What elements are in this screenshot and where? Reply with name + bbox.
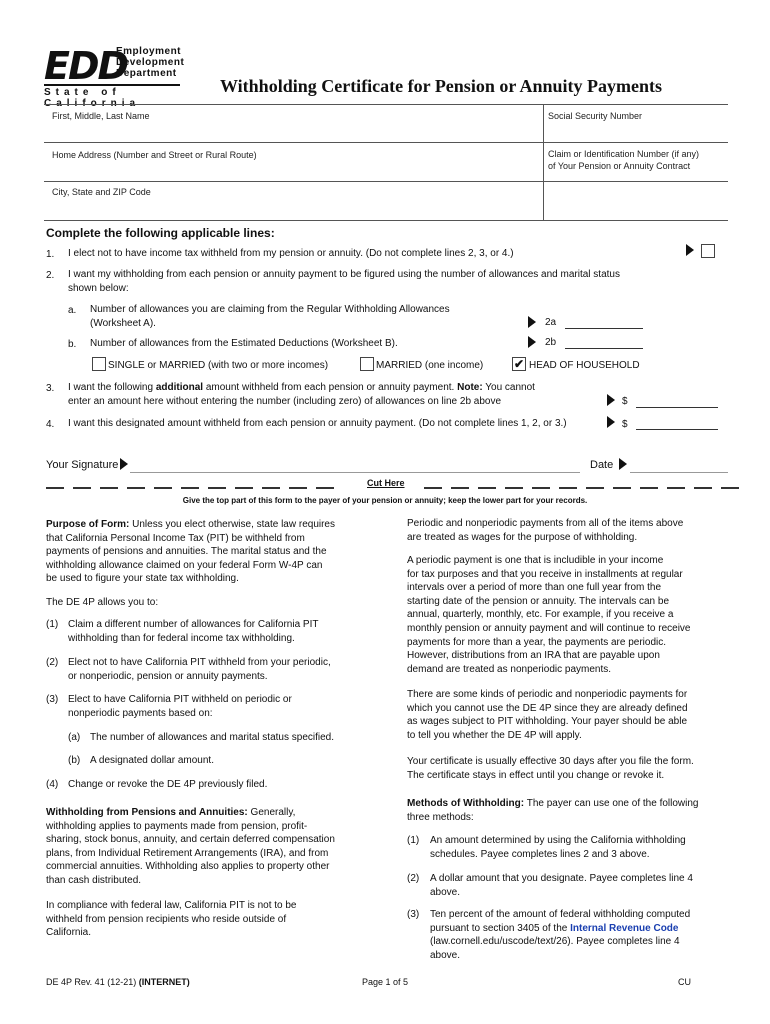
text-line: intervals over a period of more than one full year from the [407, 582, 662, 594]
page-number: Page 1 of 5 [362, 977, 409, 987]
text-line: which you cannot use the DE 4P since they are already defined [407, 702, 688, 714]
periodic-items [407, 517, 683, 544]
single-label: SINGLE or MARRIED (with two or more incomes) [108, 360, 329, 371]
text-line: shown below: [68, 283, 129, 294]
text-line: Number of allowances you are claiming from the Regular Withholding Allowances [90, 304, 450, 315]
arrow-right-icon [607, 394, 615, 406]
section-heading: Complete the following applicable lines: [46, 226, 275, 240]
grid-divider [44, 142, 728, 143]
grid-top-border [44, 104, 728, 105]
method-1-text [430, 834, 686, 861]
item-number: (1) [46, 619, 59, 630]
item-number: (2) [46, 657, 59, 668]
text-line: Ten percent of the amount of federal withholding computed [430, 909, 691, 920]
text-line: withholding than for federal income tax withholding. [68, 632, 295, 644]
text-line: above. [430, 949, 461, 961]
text-line: Periodic and nonperiodic payments from all of the items above [407, 518, 684, 529]
text-run: amount withheld from each pension or annuity payment. [203, 382, 458, 393]
cut-dash [73, 487, 91, 489]
line-1-checkbox[interactable] [701, 244, 715, 258]
text-run: The payer can use one of the following [524, 798, 699, 809]
single-checkbox[interactable] [92, 357, 106, 371]
text-line: or nonperiodic, pension or annuity payments. [68, 670, 268, 682]
text-run: DE 4P Rev. 41 (12-21) [46, 977, 139, 987]
dept-line: Department [116, 68, 177, 79]
name-field[interactable]: First, Middle, Last Name [52, 111, 150, 121]
head-of-household-label: HEAD OF HOUSEHOLD [529, 360, 640, 371]
text-line: An amount determined by using the California withholding [430, 835, 686, 846]
arrow-right-icon [528, 316, 536, 328]
line-2b-letter: b. [68, 339, 77, 350]
dollar-sign: $ [622, 419, 628, 430]
city-state-zip-field[interactable]: City, State and ZIP Code [52, 187, 151, 197]
dept-line: Development [116, 57, 185, 68]
cut-dash [127, 487, 145, 489]
item-a-text: The number of allowances and marital status specified. [90, 732, 335, 743]
cut-dash [424, 487, 442, 489]
edd-department-name [116, 46, 184, 79]
cut-dash [208, 487, 226, 489]
grid-column-divider [543, 104, 544, 220]
text-line: However, distributions from an IRA that are payable upon [407, 650, 660, 662]
line-2a-label: 2a [545, 317, 557, 328]
text-run: pursuant to section 3405 of the [430, 922, 571, 934]
line-4-text: I want this designated amount withheld from each pension or annuity payment. (Do not complete lines 1, 2, or 3.) [68, 418, 567, 429]
item-number: (3) [407, 909, 420, 920]
text-run: Unless you elect otherwise, state law requires [129, 519, 335, 530]
cut-dash [721, 487, 739, 489]
text-line: as wages subject to PIT withholding. Your payer should be able [407, 716, 687, 728]
text-line: be used to figure your state tax withholding. [46, 573, 239, 585]
text-line: withholding allowance claimed on your federal Form W-4P can [46, 559, 323, 571]
date-input[interactable] [630, 472, 728, 473]
text-line: monthly pension or annuity payment and will continue to receive [407, 622, 691, 634]
text-line: (Worksheet A). [90, 318, 156, 329]
text-line [46, 806, 335, 820]
form-title: Withholding Certificate for Pension or Annuity Payments [220, 76, 663, 96]
text-line: that California Personal Income Tax (PIT) be withheld from [46, 532, 305, 544]
cut-dash [478, 487, 496, 489]
text-line: payments for more than a year, the payments are periodic. [407, 636, 667, 648]
text-line: The certificate stays in effect until you change or revoke it. [407, 769, 665, 781]
text-line [407, 797, 698, 811]
address-field[interactable]: Home Address (Number and Street or Rural Route) [52, 150, 257, 160]
text-line: A dollar amount that you designate. Payee completes line 4 [430, 873, 693, 884]
footer-code: CU [678, 977, 691, 987]
line-2-number: 2. [46, 270, 55, 281]
text-line: withholding applies to payments made from pension, profit- [46, 820, 308, 832]
married-checkbox[interactable] [360, 357, 374, 371]
edd-logo: EDD [44, 44, 128, 88]
arrow-right-icon [528, 336, 536, 348]
text-line: than cash distributed. [46, 874, 142, 886]
claim-number-field[interactable] [548, 148, 699, 172]
cut-dash [154, 487, 172, 489]
line-1-text: I elect not to have income tax withheld from my pension or annuity. (Do not complete lines 2, 3, or 4.) [68, 248, 514, 259]
arrow-right-icon [120, 458, 128, 470]
line-3-number: 3. [46, 383, 55, 394]
item-4-text: Change or revoke the DE 4P previously filed. [68, 779, 268, 790]
cut-here-label: Cut Here [364, 478, 408, 488]
periodic-definition [407, 554, 691, 676]
text-run-bold: Note: [457, 382, 483, 393]
allows-intro: The DE 4P allows you to: [46, 597, 159, 608]
arrow-right-icon [686, 244, 694, 256]
text-line: sharing, stock bonus, annuity, and certain deferred compensation [46, 834, 335, 846]
item-number: (b) [68, 755, 81, 766]
cut-dash [289, 487, 307, 489]
cut-dash [100, 487, 118, 489]
dept-line: Employment [116, 46, 182, 57]
text-line: commercial annuities. Withholding also applies to property other [46, 861, 330, 873]
line-3-text [68, 381, 535, 409]
purpose-of-form [46, 518, 376, 586]
text-line [68, 381, 535, 395]
cut-dash [316, 487, 334, 489]
cut-dash [235, 487, 253, 489]
text-line: starting date of the pension or annuity. The intervals can be [407, 595, 670, 607]
line-4-number: 4. [46, 419, 55, 430]
arrow-right-icon [607, 416, 615, 428]
item-number: (3) [46, 694, 59, 705]
cut-dash [667, 487, 685, 489]
state-of-california: State of California [44, 84, 180, 109]
withholding-pensions [46, 806, 335, 888]
text-line: payments of pensions and annuities. The marital status and the [46, 546, 327, 558]
text-line: three methods: [407, 811, 474, 823]
text-run-bold: (INTERNET) [138, 977, 190, 987]
grid-bottom-border [44, 220, 728, 221]
text-line: California. [46, 927, 92, 939]
line-2a-letter: a. [68, 305, 77, 316]
item-2-text [68, 656, 331, 683]
cut-dash [586, 487, 604, 489]
line-2a-text [90, 303, 450, 331]
method-3-text [430, 908, 690, 962]
item-1-text [68, 618, 318, 645]
effective-date [407, 755, 694, 782]
line-2-text [68, 268, 620, 296]
cut-dash [505, 487, 523, 489]
text-run-bold: additional [155, 382, 204, 393]
item-b-text: A designated dollar amount. [90, 755, 214, 766]
cut-dash [46, 487, 64, 489]
text-line: plans, from Individual Retirement Arrangements (IRA), and from [46, 847, 329, 859]
married-label: MARRIED (one income) [376, 360, 484, 371]
dollar-sign: $ [622, 396, 628, 407]
exclusions [407, 688, 688, 742]
line-2b-input[interactable] [565, 348, 643, 349]
cut-dash [640, 487, 658, 489]
date-label: Date [590, 459, 614, 471]
line-4-input[interactable] [636, 429, 718, 430]
cut-dash [613, 487, 631, 489]
cut-dash [694, 487, 712, 489]
text-run-bold: Methods of Withholding: [407, 798, 525, 809]
line-3-input[interactable] [636, 407, 718, 408]
grid-divider [44, 181, 728, 182]
claim-label-line: of Your Pension or Annuity Contract [548, 161, 691, 171]
cut-dash [559, 487, 577, 489]
text-line: There are some kinds of periodic and nonperiodic payments for [407, 689, 688, 700]
line-2a-input[interactable] [565, 328, 643, 329]
item-number: (2) [407, 873, 420, 884]
text-run: You cannot [482, 382, 535, 393]
methods-of-withholding [407, 797, 698, 824]
text-run-bold: Purpose of Form: [46, 519, 130, 530]
arrow-right-icon [619, 458, 627, 470]
text-line: for tax purposes and that you receive in installments at regular [407, 568, 683, 580]
cut-dash [262, 487, 280, 489]
text-line: annual, quarterly, monthly, etc. For example, if you receive a [407, 609, 674, 621]
method-2-text [430, 872, 693, 899]
cut-dash [451, 487, 469, 489]
cut-dash [532, 487, 550, 489]
item-3-text [68, 693, 292, 720]
text-run: I want the following [68, 382, 156, 393]
text-line: enter an amount here without entering the number (including zero) of allowances on line 2b above [68, 396, 502, 407]
text-line: A periodic payment is one that is includible in your income [407, 555, 664, 566]
text-run-bold: Withholding from Pensions and Annuities: [46, 807, 248, 818]
text-line: Elect to have California PIT withheld on periodic or [68, 694, 292, 705]
item-number: (1) [407, 835, 420, 846]
text-line: In compliance with federal law, California PIT is not to be [46, 900, 297, 911]
text-line: demand are treated as nonperiodic payments. [407, 663, 612, 675]
signature-label: Your Signature [46, 459, 119, 471]
text-line: (law.cornell.edu/uscode/text/26). Payee completes line 4 [430, 936, 680, 948]
text-line: Elect not to have California PIT withheld from your periodic, [68, 657, 331, 668]
give-instructions: Give the top part of this form to the payer of your pension or annuity; keep the lower part for your records. [182, 496, 588, 505]
form-revision [46, 977, 190, 987]
text-line: schedules. Payee completes lines 2 and 3 above. [430, 848, 650, 860]
text-run: Generally, [247, 807, 296, 818]
irc-link[interactable]: Internal Revenue Code [570, 922, 679, 934]
line-2b-label: 2b [545, 337, 557, 348]
text-line: are treated as wages for the purpose of withholding. [407, 531, 638, 543]
head-of-household-checkbox[interactable]: ✔ [513, 357, 525, 371]
text-line: to tell you whether the DE 4P will apply. [407, 729, 582, 741]
federal-compliance [46, 899, 297, 940]
text-line: withheld from pension recipients who reside outside of [46, 913, 287, 925]
text-line: nonperiodic payments based on: [68, 707, 213, 719]
line-1-number: 1. [46, 249, 55, 260]
text-line [430, 922, 690, 936]
text-line: above. [430, 886, 461, 898]
line-2b-text: Number of allowances from the Estimated Deductions (Worksheet B). [90, 338, 398, 349]
claim-label-line: Claim or Identification Number (if any) [548, 149, 700, 159]
text-line: Your certificate is usually effective 30 days after you file the form. [407, 756, 694, 767]
text-line: I want my withholding from each pension or annuity payment to be figured using the number of allowances and marital status [68, 269, 620, 280]
cut-dash [181, 487, 199, 489]
text-line [46, 518, 376, 532]
item-number: (a) [68, 732, 81, 743]
text-line: Claim a different number of allowances for California PIT [68, 619, 319, 630]
ssn-field[interactable]: Social Security Number [548, 111, 643, 121]
item-number: (4) [46, 779, 59, 790]
signature-input[interactable] [130, 472, 580, 473]
